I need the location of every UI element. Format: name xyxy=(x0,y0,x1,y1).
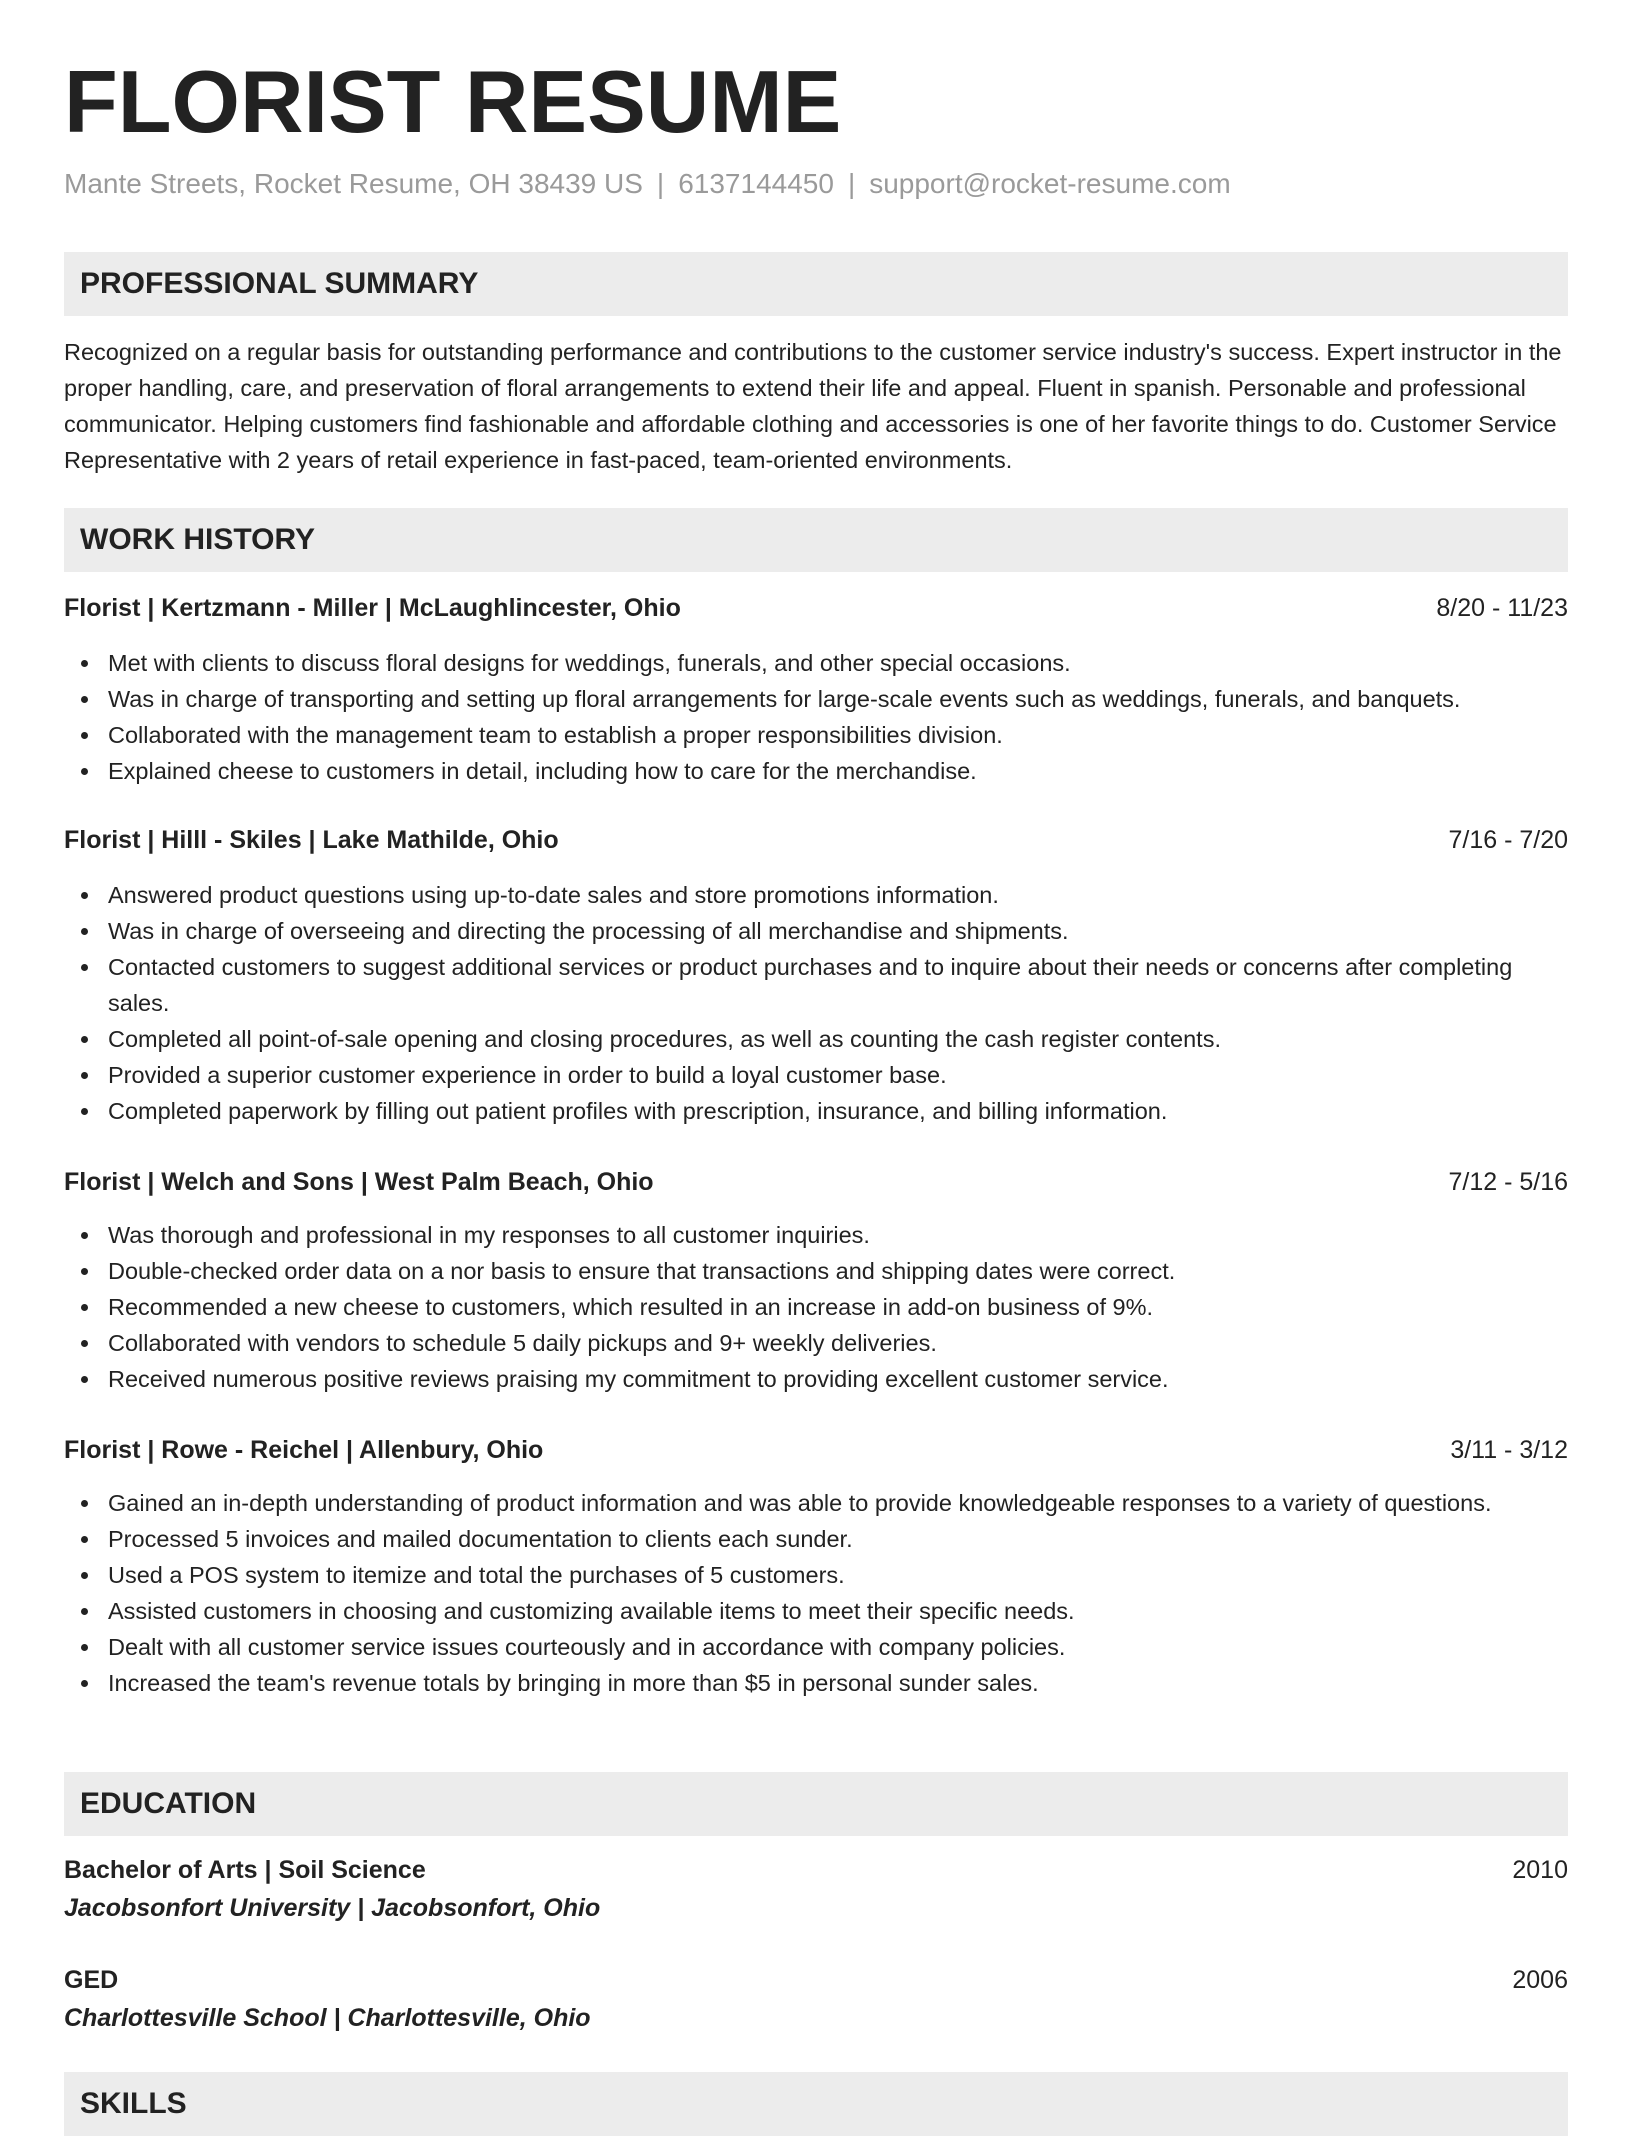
job-bullet: Was in charge of overseeing and directing the processing of all merchandise and shipments. xyxy=(108,913,1568,949)
job-bullet: Collaborated with vendors to schedule 5 daily pickups and 9+ weekly deliveries. xyxy=(108,1325,1568,1361)
education-heading xyxy=(64,1962,1568,1998)
job-heading xyxy=(64,1164,1568,1200)
job-bullet: Increased the team's revenue totals by bringing in more than $5 in personal sunder sales. xyxy=(108,1665,1568,1701)
job-bullet-list xyxy=(64,877,1568,1129)
job-title: Florist | Rowe - Reichel | Allenbury, Ohio xyxy=(64,1436,544,1464)
contact-email: support@rocket-resume.com xyxy=(869,168,1231,199)
job-bullet: Gained an in-depth understanding of product information and was able to provide knowledgeable responses to a variety of questions. xyxy=(108,1485,1568,1521)
section-header-skills: SKILLS xyxy=(64,2072,1568,2136)
job-bullet: Collaborated with the management team to establish a proper responsibilities division. xyxy=(108,717,1568,753)
job-dates: 7/12 - 5/16 xyxy=(1448,1168,1568,1196)
job-title: Florist | Welch and Sons | West Palm Beach, Ohio xyxy=(64,1168,654,1196)
page-title: FLORIST RESUME xyxy=(64,52,842,151)
job-dates: 8/20 - 11/23 xyxy=(1436,594,1568,622)
section-header-summary: PROFESSIONAL SUMMARY xyxy=(64,252,1568,316)
education-heading xyxy=(64,1852,1568,1888)
job-title: Florist | Kertzmann - Miller | McLaughlincester, Ohio xyxy=(64,594,681,622)
job-heading xyxy=(64,822,1568,858)
job-title: Florist | Hilll - Skiles | Lake Mathilde, Ohio xyxy=(64,826,559,854)
contact-address: Mante Streets, Rocket Resume, OH 38439 US xyxy=(64,168,643,199)
job-bullet: Explained cheese to customers in detail, including how to care for the merchandise. xyxy=(108,753,1568,789)
job-bullet: Contacted customers to suggest additional services or product purchases and to inquire about their needs or concerns after completing sales. xyxy=(108,949,1568,1021)
job-bullet: Answered product questions using up-to-date sales and store promotions information. xyxy=(108,877,1568,913)
contact-separator: | xyxy=(847,168,856,199)
job-bullet: Provided a superior customer experience in order to build a loyal customer base. xyxy=(108,1057,1568,1093)
job-bullet: Processed 5 invoices and mailed documentation to clients each sunder. xyxy=(108,1521,1568,1557)
contact-line xyxy=(64,166,1231,202)
job-bullet: Was in charge of transporting and setting up floral arrangements for large-scale events such as weddings, funerals, and banquets. xyxy=(108,681,1568,717)
job-bullet-list xyxy=(64,1485,1568,1701)
job-bullet: Dealt with all customer service issues courteously and in accordance with company policies. xyxy=(108,1629,1568,1665)
job-bullet-list xyxy=(64,645,1568,789)
education-school: Jacobsonfort University | Jacobsonfort, Ohio xyxy=(64,1894,601,1922)
job-bullet: Recommended a new cheese to customers, which resulted in an increase in add-on business of 9%. xyxy=(108,1289,1568,1325)
section-header-education: EDUCATION xyxy=(64,1772,1568,1836)
job-heading xyxy=(64,1432,1568,1468)
job-bullet: Was thorough and professional in my responses to all customer inquiries. xyxy=(108,1217,1568,1253)
job-bullet: Received numerous positive reviews praising my commitment to providing excellent customer service. xyxy=(108,1361,1568,1397)
job-bullet: Completed all point-of-sale opening and closing procedures, as well as counting the cash register contents. xyxy=(108,1021,1568,1057)
section-header-work-history: WORK HISTORY xyxy=(64,508,1568,572)
education-school: Charlottesville School | Charlottesville, Ohio xyxy=(64,2004,591,2032)
job-bullet: Used a POS system to itemize and total the purchases of 5 customers. xyxy=(108,1557,1568,1593)
summary-text: Recognized on a regular basis for outstanding performance and contributions to the customer service industry's success. Expert instructor in the proper handling, care, and preservation of floral arrangements to extend their life and appeal. Fluent in spanish. Personable and professional communicator. Helping customers find fashionable and affordable clothing and accessories is one of her favorite things to do. Customer Service Representative with 2 years of retail experience in fast-paced, team-oriented environments. xyxy=(64,339,1562,473)
education-year: 2010 xyxy=(1512,1856,1568,1884)
job-dates: 7/16 - 7/20 xyxy=(1448,826,1568,854)
job-bullet: Double-checked order data on a nor basis to ensure that transactions and shipping dates were correct. xyxy=(108,1253,1568,1289)
job-bullet-list xyxy=(64,1217,1568,1397)
education-degree: Bachelor of Arts | Soil Science xyxy=(64,1856,426,1884)
job-dates: 3/11 - 3/12 xyxy=(1450,1436,1568,1464)
education-degree: GED xyxy=(64,1966,119,1994)
contact-phone: 6137144450 xyxy=(678,168,834,199)
job-bullet: Assisted customers in choosing and customizing available items to meet their specific needs. xyxy=(108,1593,1568,1629)
job-bullet: Completed paperwork by filling out patient profiles with prescription, insurance, and billing information. xyxy=(108,1093,1568,1129)
job-bullet: Met with clients to discuss floral designs for weddings, funerals, and other special occasions. xyxy=(108,645,1568,681)
education-year: 2006 xyxy=(1512,1966,1568,1994)
job-heading xyxy=(64,590,1568,626)
contact-separator: | xyxy=(656,168,665,199)
